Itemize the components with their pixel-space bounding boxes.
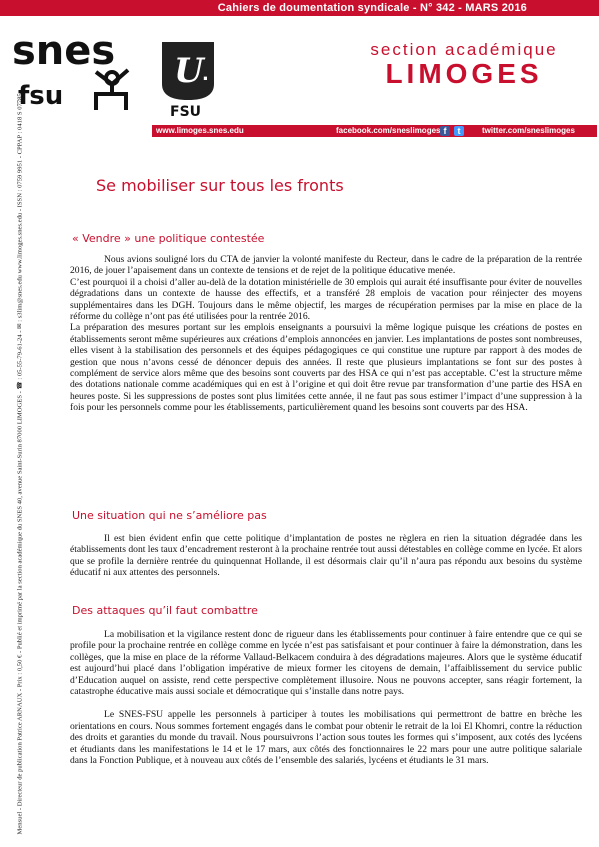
sidebar-imprint <box>0 93 40 840</box>
section-body-1 <box>70 254 582 414</box>
section-heading-3: Des attaques qu’il faut combattre <box>72 604 258 617</box>
twitter-icon[interactable]: t <box>454 126 464 136</box>
twitter-link[interactable]: twitter.com/sneslimoges <box>482 126 575 135</box>
logo-fsu-text: fsu <box>18 81 64 111</box>
paragraph: C’est pourquoi il a choisi d’aller au-delà de la dotation ministérielle de 30 emplois qui aurait été insuffisante pour éviter de nouvelles dégradations dans un contexte de hausse des effectifs, et a transféré 28 emplois de vacation pour réinjecter des moyens supplémentaires dans les DGH. Toujours dans le même objectif, les marges de récupération permises par la mise en place de la réforme du collège n’ont pas été utilisées pour la rentrée 2016. <box>70 276 582 323</box>
svg-text:.: . <box>202 64 209 85</box>
top-banner-text: Cahiers de doumentation syndicale - N° 342 - MARS 2016 <box>217 2 527 14</box>
paragraph: La mobilisation et la vigilance restent donc de rigueur dans les établissements pour continuer à faire entendre que ce qui se profile pour la prochaine rentrée en collège comme en lycée n’est pas satisfaisant et pour continuer à faire la démonstration, dans les collèges, que la mise en place de la réforme Vallaud-Belkacem conduira à des dégradations majeures. Alors que le système éducatif est aujourd’hui placé dans l’obligation impérative de mieux former les citoyens de demain, l’affaiblissement du service public d’Education auquel on assiste, rend cette perspective complètement illusoire. Nous ne pouvons accepter, sans réagir fortement, la catastrophe éducative mais aussi sociale et démocratique qui s’installe dans notre pays. <box>70 629 582 698</box>
paragraph: Nous avions souligné lors du CTA de janvier la volonté manifeste du Recteur, dans le cadre de la préparation de la rentrée 2016, de jouer l’apaisement dans un contexte de tensions et de rejet de la politique éducative menée. <box>70 254 582 277</box>
section-heading-2: Une situation qui ne s’améliore pas <box>72 509 267 522</box>
paragraph: Il est bien évident enfin que cette politique d’implantation de postes ne règlera en rien la situation dégradée dans les établissements dont les taux d’encadrement resteront à la prochaine rentrée tout aussi détestables en collège comme en lycée. Et alors que se profile la dernière rentrée du quinquennat Hollande, il est désormais clair qu’il n’aura pas répondu aux besoins du système éducatif ni aux attentes des personnels. <box>70 533 583 579</box>
section-line2: LIMOGES <box>385 58 543 89</box>
section-academique <box>334 40 594 88</box>
u-fsu-logo <box>158 40 218 118</box>
section-body-2 <box>70 533 582 579</box>
section-body-3 <box>70 629 582 766</box>
u-fsu-text: FSU <box>170 104 202 118</box>
svg-text:U: U <box>174 51 204 91</box>
top-banner <box>0 0 599 16</box>
article-title: Se mobiliser sur tous les fronts <box>96 176 344 195</box>
facebook-icon[interactable]: f <box>440 126 450 136</box>
snes-fsu-logo <box>12 20 152 112</box>
paragraph: La préparation des mesures portant sur les emplois enseignants a poursuivi la même logique puisque les créations de postes en établissements seront même supérieures aux créations d’emplois annoncées en janvier. Les implantations de postes sont nombreuses, elles visent à la stabilisation des personnels et des équipes pédagogiques ce qui constitue une rupture par rapport à des modes de gestion que nous n’avons cessé de dénoncer depuis des années. Il reste que plusieurs implantations se font sur des postes à complément de service alors même que des besoins sont couverts par des HSA ce qui n’est pas acceptable. C’est la structure même des dotations nationale comme académiques qui en est à l’origine et qui doit être revue par transformation d’une partie des HSA en heures poste. Si les suppressions de postes sont plus limitées cette année, il ne faut pas sous estimer l’impact d’une suppression à la fois pour les personnels comme pour les établissements, particulièrement quand les besoins sont couverts par des HSA. <box>70 322 582 414</box>
facebook-link[interactable]: facebook.com/sneslimoges <box>336 126 441 135</box>
web-links-bar <box>152 125 597 137</box>
section-heading-1: « Vendre » une politique contestée <box>72 232 265 245</box>
logo-snes-text: snes <box>12 28 116 74</box>
imprint-text: Mensuel - Directeur de publication Patrice ARNAUX - Prix : 0,50 € - Publié et imprimé par la section académique du SNES 40, avenue Saint-Surin 87000 LIMOGES - ☎ : 05-55-79-61-24 - ✉ : s3lim@snes.edu www.limoges.snes.edu - ISSN : 0759 9951 - CPPAP : 0418 S 07785 <box>16 93 24 835</box>
section-line1: section académique <box>370 40 558 59</box>
website-link[interactable]: www.limoges.snes.edu <box>156 126 244 135</box>
paragraph: Le SNES-FSU appelle les personnels à participer à toutes les mobilisations qui permettront de battre en brèche les orientations en cours. Nous sommes fortement engagés dans le combat pour obtenir le retrait de la loi El Khomri, contre la réduction des droits et garanties du monde du travail. Nous poursuivrons l’action sous toutes les formes qui s’imposent, aux cotés des lycéens et étudiants dans les manifestations le 14 et le 17 mars, aux côtés des fonctionnaires le 22 mars pour une autre politique salariale dans la Fonction Publique, et à nouveau aux côtés de l’ensemble des salariés, lycéens et étudiants le 31 mars. <box>70 709 582 767</box>
